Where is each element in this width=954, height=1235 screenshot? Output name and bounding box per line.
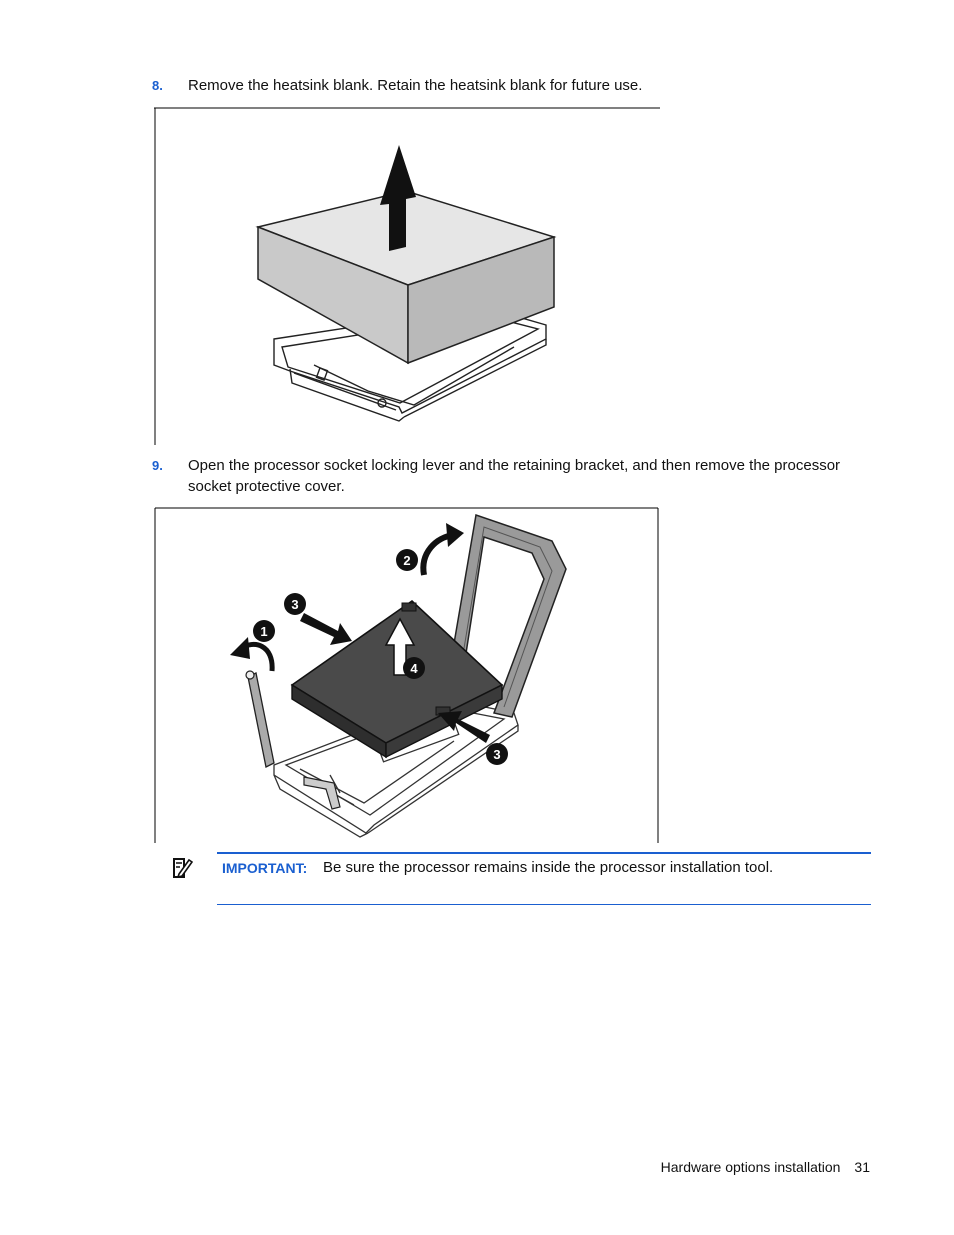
page-number: 31 [854, 1159, 870, 1175]
step-text: Open the processor socket locking lever and the retaining bracket, and then remove the processor socket protective cover. [188, 457, 841, 495]
callout-3-left [284, 593, 306, 615]
callout-label: 3 [493, 747, 501, 762]
callout-4 [403, 657, 425, 679]
socket-illustration [154, 507, 660, 845]
callout-label: 1 [260, 624, 268, 639]
heatsink-blank-illustration [154, 107, 664, 447]
step-number: 8. [152, 78, 163, 93]
notice-top-rule [217, 852, 871, 854]
important-icon [171, 856, 193, 880]
callout-label: 4 [410, 661, 418, 676]
step-number: 9. [152, 458, 163, 473]
notice-text: Be sure the processor remains inside the processor installation tool. [323, 859, 774, 876]
arrow-icon-3-left [300, 613, 352, 645]
important-notice [165, 852, 871, 906]
callout-1 [253, 620, 275, 642]
arrow-icon-2 [423, 523, 464, 575]
callout-2 [396, 549, 418, 571]
callout-label: 2 [403, 553, 411, 568]
figure-heatsink-blank [154, 107, 664, 447]
callout-3-right [486, 743, 508, 765]
page-footer [661, 1159, 870, 1175]
figure-socket-opening [154, 507, 660, 845]
notice-label: IMPORTANT: [222, 860, 308, 876]
notice-bottom-rule [217, 904, 871, 905]
step-text: Remove the heatsink blank. Retain the heatsink blank for future use. [188, 77, 643, 94]
footer-section: Hardware options installation [660, 1159, 841, 1175]
arrow-icon-1 [230, 637, 272, 671]
callout-label: 3 [291, 597, 299, 612]
